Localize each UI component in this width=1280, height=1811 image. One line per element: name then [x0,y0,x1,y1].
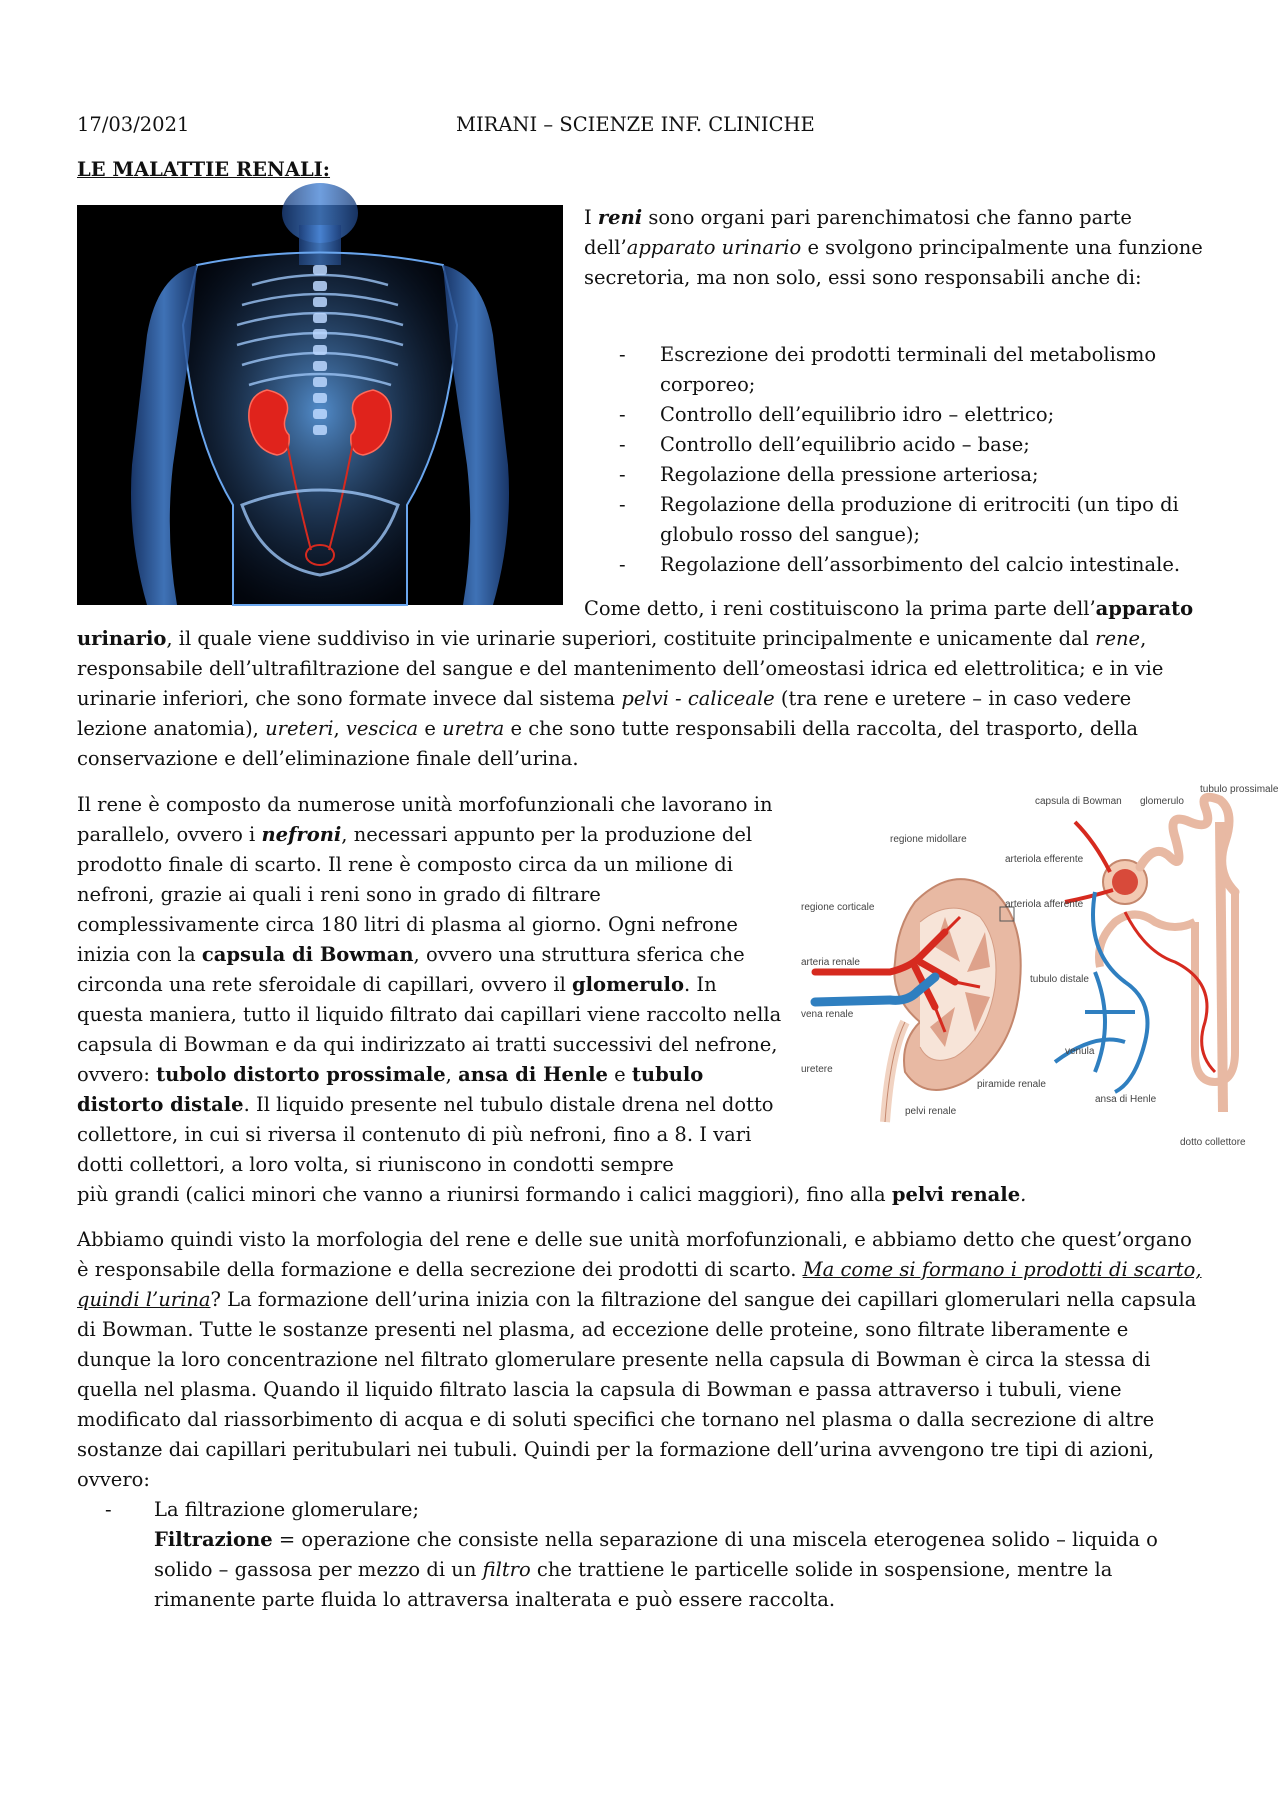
term-reni: reni [597,206,643,229]
list-item-text: Regolazione dell’assorbimento del calcio intestinale. [660,553,1181,576]
question-underlined: Ma come si formano i prodotti di scarto, quindi l’urina [77,1258,1202,1311]
kidney-nephron-diagram [795,782,1279,1152]
list-item-text: Regolazione della pressione arteriosa; [660,463,1039,486]
intro-paragraph [584,203,1204,293]
list-item: - Regolazione della pressione arteriosa; [619,463,1039,486]
list-item: - Controllo dell’equilibrio acido – base; [619,433,1030,456]
intro-text: e svolgono principalmente una funzione secretoria, ma non solo, essi sono responsabili anche di: [584,236,1203,289]
label-uretere: uretere [801,1064,833,1075]
label-pelvi-renale: pelvi renale [905,1106,957,1117]
label-regione-midollare: regione midollare [890,834,967,845]
list-item-text: La filtrazione glomerulare; [154,1498,420,1521]
kidney-functions-list [584,340,1204,580]
header-course: MIRANI – SCIENZE INF. CLINICHE [456,113,815,136]
label-capsula-bowman: capsula di Bowman [1035,796,1122,807]
intro-text: I [584,206,598,229]
label-ansa-henle: ansa di Henle [1095,1094,1157,1105]
list-item: - Controllo dell’equilibrio idro – elettrico; [619,403,1055,426]
header-date: 17/03/2021 [77,113,190,136]
list-item: - Escrezione dei prodotti terminali del metabolismo corporeo; [619,343,1157,396]
label-vena-renale: vena renale [801,1009,854,1020]
paragraph-nefroni: Il rene è composto da numerose unità morfofunzionali che lavorano in parallelo, ovvero i nefroni, necessari appunto per la produzione del prodotto finale di scarto. Il rene è composto circa da un milione di nefroni, grazie ai quali i reni sono in grado di filtrare complessivamente circa 180 litri di plasma al giorno. Ogni nefrone inizia con la capsula di Bowman, ovvero una struttura sferica che circonda una rete sferoidale di capillari, ovvero il glomerulo. In questa maniera, tutto il liquido filtrato dai capillari viene raccolto nella capsula di Bowman e da qui indirizzato ai tratti successivi del nefrone, ovvero: tubolo distorto prossimale, ansa di Henle e tubulo distorto distale. Il liquido presente nel tubulo distale drena nel dotto collettore, in cui si riversa il contenuto di più nefroni, fino a 8. I vari dotti collettori, a loro volta, si riuniscono in condotti sempre [77,793,782,1176]
list-item: - Regolazione della produzione di eritrociti (un tipo di globulo rosso del sangue); [619,493,1179,546]
label-tubulo-prossimale: tubulo prossimale [1200,784,1279,795]
list-item: - La filtrazione glomerulare; [105,1498,420,1521]
paragraph-filtrazione: Filtrazione = operazione che consiste nella separazione di una miscela eterogenea solido – liquida o solido – gassosa per mezzo di un filtro che trattiene le particelle solide in sospensione, mentre la rimanente parte fluida lo attraversa inalterata e può essere raccolta. [154,1528,1158,1611]
list-item-text: Escrezione dei prodotti terminali del metabolismo corporeo; [660,343,1157,396]
label-arteriola-efferente: arteriola efferente [1005,854,1084,865]
intro-text: sono organi pari parenchimatosi che fanno parte dell’ [584,206,1132,259]
paragraph-apparato-urinario: Come detto, i reni costituiscono la prima parte dell’apparato urinario, il quale viene suddiviso in vie urinarie superiori, costituite principalmente e unicamente dal rene, responsabile dell’ultrafiltrazione del sangue e del mantenimento dell’omeostasi idrica ed elettrolitica; e in vie urinarie inferiori, che sono formate invece dal sistema pelvi - caliceale (tra rene e uretere – in caso vedere lezione anatomia), ureteri, vescica e uretra e che sono tutte responsabili della raccolta, del trasporto, della conservazione e dell’eliminazione finale dell’urina. [77,597,1194,770]
kidney-body-illustration [77,205,563,605]
label-regione-corticale: regione corticale [801,902,875,913]
paragraph-pelvi-renale: più grandi (calici minori che vanno a riunirsi formando i calici maggiori), fino alla pelvi renale. [77,1183,1027,1206]
label-glomerulo: glomerulo [1140,796,1184,807]
document-title: LE MALATTIE RENALI: [77,158,331,181]
paragraph-formazione-urina: Abbiamo quindi visto la morfologia del rene e delle sue unità morfofunzionali, e abbiamo detto che quest’organo è responsabile della formazione e della secrezione dei prodotti di scarto. Ma come si formano i prodotti di scarto, quindi l’urina? La formazione dell’urina inizia con la filtrazione del sangue dei capillari glomerulari nella capsula di Bowman. Tutte le sostanze presenti nel plasma, ad eccezione delle proteine, sono filtrate liberamente e dunque la loro concentrazione nel filtrato glomerulare presente nella capsula di Bowman è circa la stessa di quella nel plasma. Quando il liquido filtrato lascia la capsula di Bowman e passa attraverso i tubuli, viene modificato dal riassorbimento di acqua e di soluti specifici che tornano nel plasma o dalla secrezione di altre sostanze dai capillari peritubulari nei tubuli. Quindi per la formazione dell’urina avvengono tre tipi di azioni, ovvero: [77,1228,1202,1491]
actions-list [77,1495,1207,1525]
term-apparato-urinario: apparato urinario [626,236,802,259]
list-item-text: Controllo dell’equilibrio idro – elettrico; [660,403,1055,426]
label-tubulo-distale: tubulo distale [1030,974,1089,985]
label-arteria-renale: arteria renale [801,957,860,968]
label-piramide-renale: piramide renale [977,1079,1046,1090]
label-dotto-collettore: dotto collettore [1180,1137,1246,1148]
label-venula: venula [1065,1046,1095,1057]
label-arteriola-afferente: arteriola afferente [1005,899,1084,910]
list-item-text: Regolazione della produzione di eritrociti (un tipo di globulo rosso del sangue); [660,493,1179,546]
list-item: - Regolazione dell’assorbimento del calcio intestinale. [619,553,1181,576]
list-item-text: Controllo dell’equilibrio acido – base; [660,433,1030,456]
